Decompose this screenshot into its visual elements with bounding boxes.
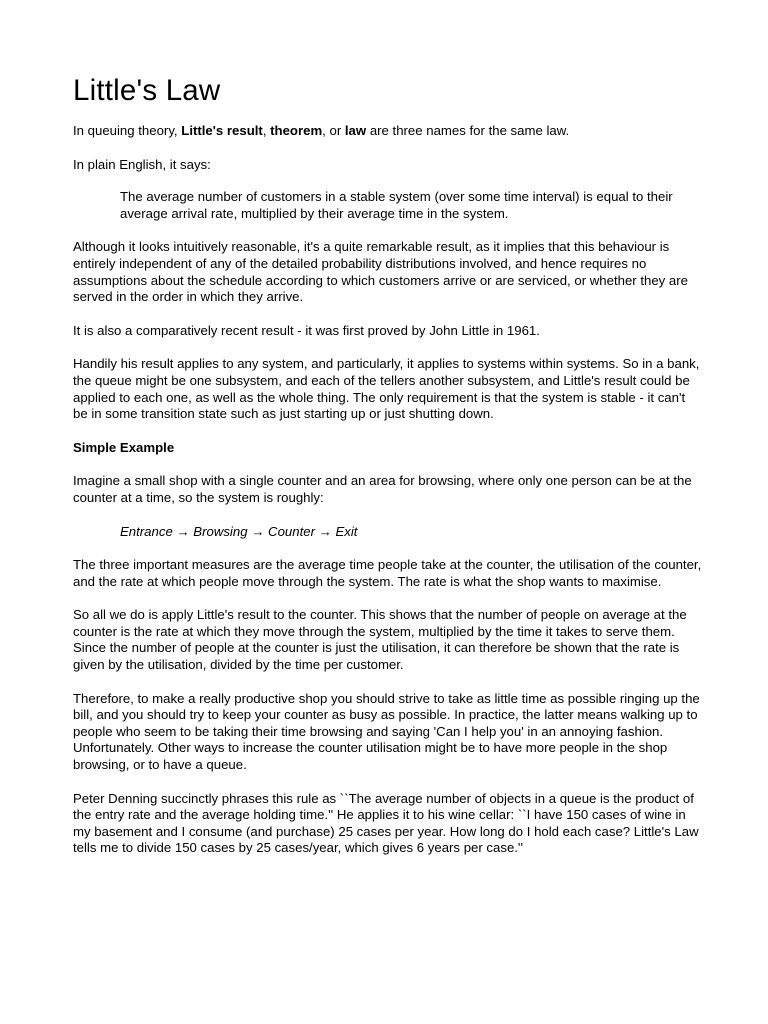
shop-example-paragraph: Imagine a small shop with a single counter and an area for browsing, where only one person can be at the counter at a time, so the system is roughly: <box>73 473 692 505</box>
denning-quote-paragraph: Peter Denning succinctly phrases this rule as ``The average number of objects in a queue is the product of the entry rate and the average holding time.'' He applies it to his wine cellar: ``I have 150 cases of wine in my basement and I consume (and purchase) 25 cases per year. How long do I hold each case? Little's Law tells me to divide 150 cases by 25 cases/year, which gives 6 years per case.'' <box>73 790 699 856</box>
intro-paragraph <box>73 123 703 140</box>
intro-suffix: are three names for the same law. <box>366 123 570 138</box>
page-title: Little's Law <box>73 74 221 107</box>
system-flow: Entrance → Browsing → Counter → Exit <box>120 523 358 539</box>
document-body <box>73 74 703 874</box>
recent-result-paragraph: It is also a comparatively recent result - it was first proved by John Little in 1961. <box>73 322 540 338</box>
remarkable-paragraph: Although it looks intuitively reasonable, it's a quite remarkable result, as it implies that this behaviour is entirely independent of any of the detailed probability distributions involved, and hence requires no assumptions about the schedule according to which customers arrive or are serviced, or whether they are served in the order in which they arrive. <box>73 239 688 305</box>
measures-paragraph: The three important measures are the average time people take at the counter, the utilisation of the counter, and the rate at which people move through the system. The rate is what the shop wants to maximise. <box>73 557 702 589</box>
intro-separator: , <box>262 123 271 138</box>
systems-within-systems-paragraph: Handily his result applies to any system, and particularly, it applies to systems within systems. So in a bank, the queue might be one subsystem, and each of the tellers another subsystem, and Little's result could be applied to each one, as well as the whole thing. The only requirement is that the system is stable - it can't be in some transition state such as just starting up or just shutting down. <box>73 356 700 422</box>
term-law: law <box>344 123 367 138</box>
productive-shop-paragraph: Therefore, to make a really productive shop you should strive to take as little time as possible ringing up the bill, and you should try to keep your counter as busy as possible. In practice, the latter means walking up to people who seem to be taking their time browsing and saying 'Can I help you' in an annoying fashion. Unfortunately. Other ways to increase the counter utilisation might be to have more people in the shop browsing, or to have a queue. <box>73 690 700 773</box>
term-littles-result: Little's result <box>181 123 263 138</box>
intro-separator: , or <box>322 123 345 138</box>
term-theorem: theorem <box>270 123 323 138</box>
plain-english-paragraph: In plain English, it says: <box>73 156 211 172</box>
law-statement-quote: The average number of customers in a stable system (over some time interval) is equal to their average arrival rate, multiplied by their average time in the system. <box>120 189 673 221</box>
section-heading-simple-example: Simple Example <box>73 439 175 455</box>
intro-prefix: In queuing theory, <box>73 123 182 138</box>
apply-result-paragraph: So all we do is apply Little's result to the counter. This shows that the number of people on average at the counter is the rate at which they move through the system, multiplied by the time it takes to serve them. Since the number of people at the counter is just the utilisation, it can therefore be shown that the rate is given by the utilisation, divided by the time per customer. <box>73 607 687 673</box>
